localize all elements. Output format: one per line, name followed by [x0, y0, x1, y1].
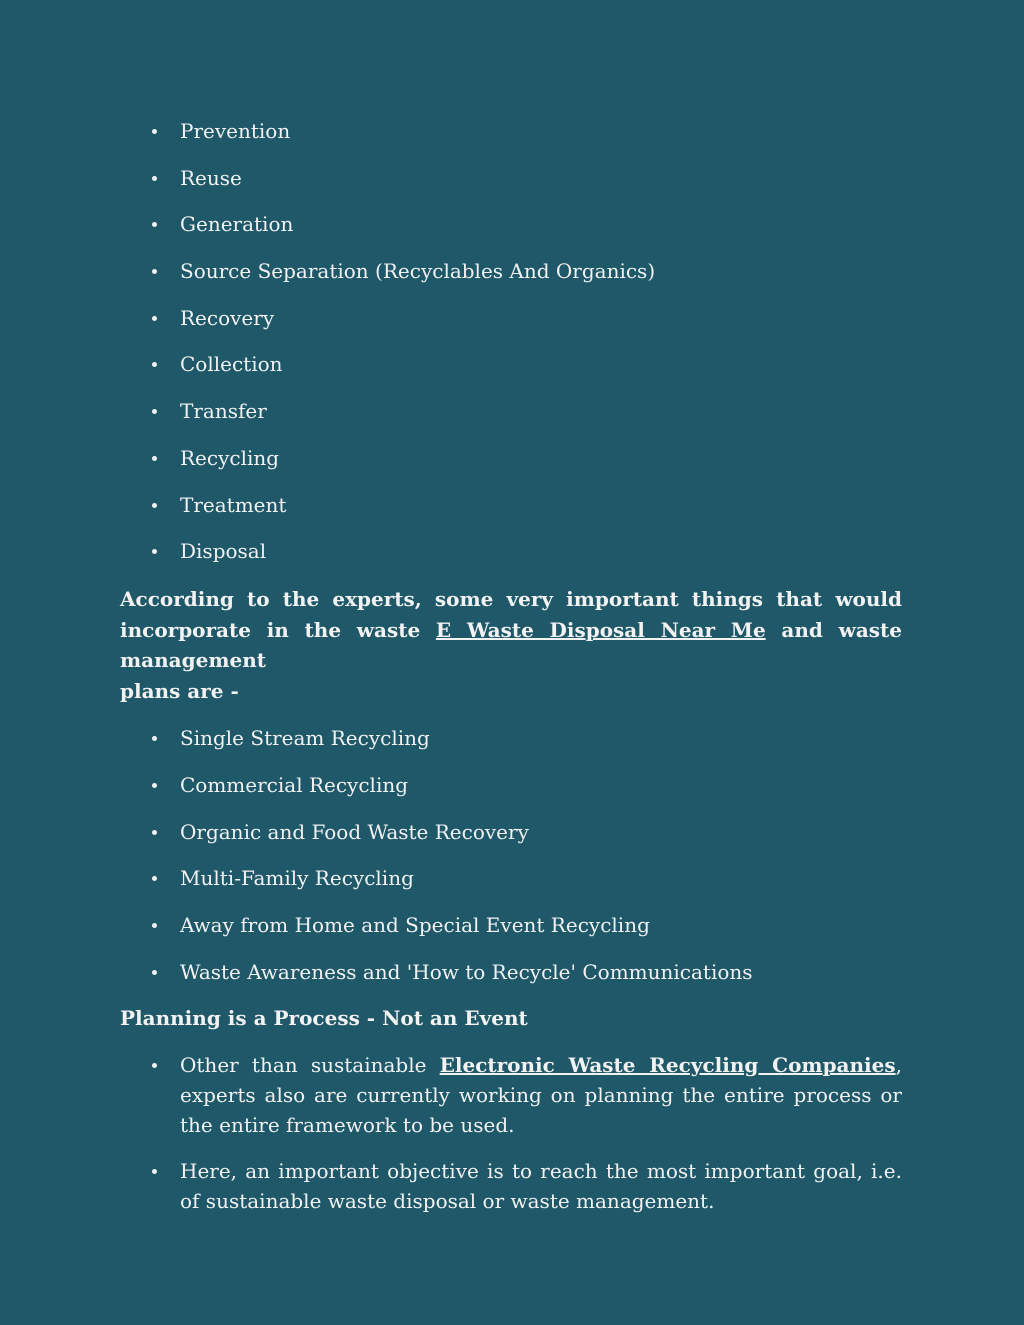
recycling-plans-list: [120, 723, 902, 986]
list-item: Waste Awareness and 'How to Recycle' Communications: [120, 957, 902, 987]
item-text: , experts also are currently working on planning the entire process or the entire framework to be used.: [180, 1052, 902, 1137]
e-waste-disposal-link[interactable]: E Waste Disposal Near Me: [435, 617, 766, 642]
list-item: Commercial Recycling: [120, 770, 902, 800]
planning-list: [120, 1050, 902, 1217]
list-item: Treatment: [120, 490, 902, 520]
document-page: [120, 116, 902, 1233]
list-item: Reuse: [120, 163, 902, 193]
paragraph-line: plans are -: [120, 678, 239, 703]
list-item: Multi-Family Recycling: [120, 863, 902, 893]
section-heading: Planning is a Process - Not an Event: [120, 1005, 528, 1030]
list-item: [120, 1050, 902, 1140]
paragraph-line: According to the experts, some very important things that would: [120, 587, 902, 612]
paragraph-text: incorporate in the waste: [120, 617, 436, 642]
intro-paragraph: [120, 584, 902, 706]
list-item: Recycling: [120, 443, 902, 473]
list-item: Away from Home and Special Event Recycling: [120, 910, 902, 940]
item-text: Other than sustainable: [180, 1052, 440, 1077]
list-item: Source Separation (Recyclables And Organics): [120, 256, 902, 286]
list-item: Transfer: [120, 396, 902, 426]
paragraph-text: and waste management: [120, 617, 902, 673]
electronic-waste-recycling-link[interactable]: Electronic Waste Recycling Companies: [439, 1052, 896, 1077]
list-item: Collection: [120, 349, 902, 379]
list-item: Recovery: [120, 303, 902, 333]
list-item: Disposal: [120, 536, 902, 566]
paragraph-line: [120, 615, 902, 676]
list-item: Generation: [120, 209, 902, 239]
list-item: Organic and Food Waste Recovery: [120, 817, 902, 847]
waste-stages-list: [120, 116, 902, 566]
list-item: Prevention: [120, 116, 902, 146]
list-item: Here, an important objective is to reach the most important goal, i.e. of sustainable waste disposal or waste management.: [120, 1156, 902, 1216]
list-item: Single Stream Recycling: [120, 723, 902, 753]
